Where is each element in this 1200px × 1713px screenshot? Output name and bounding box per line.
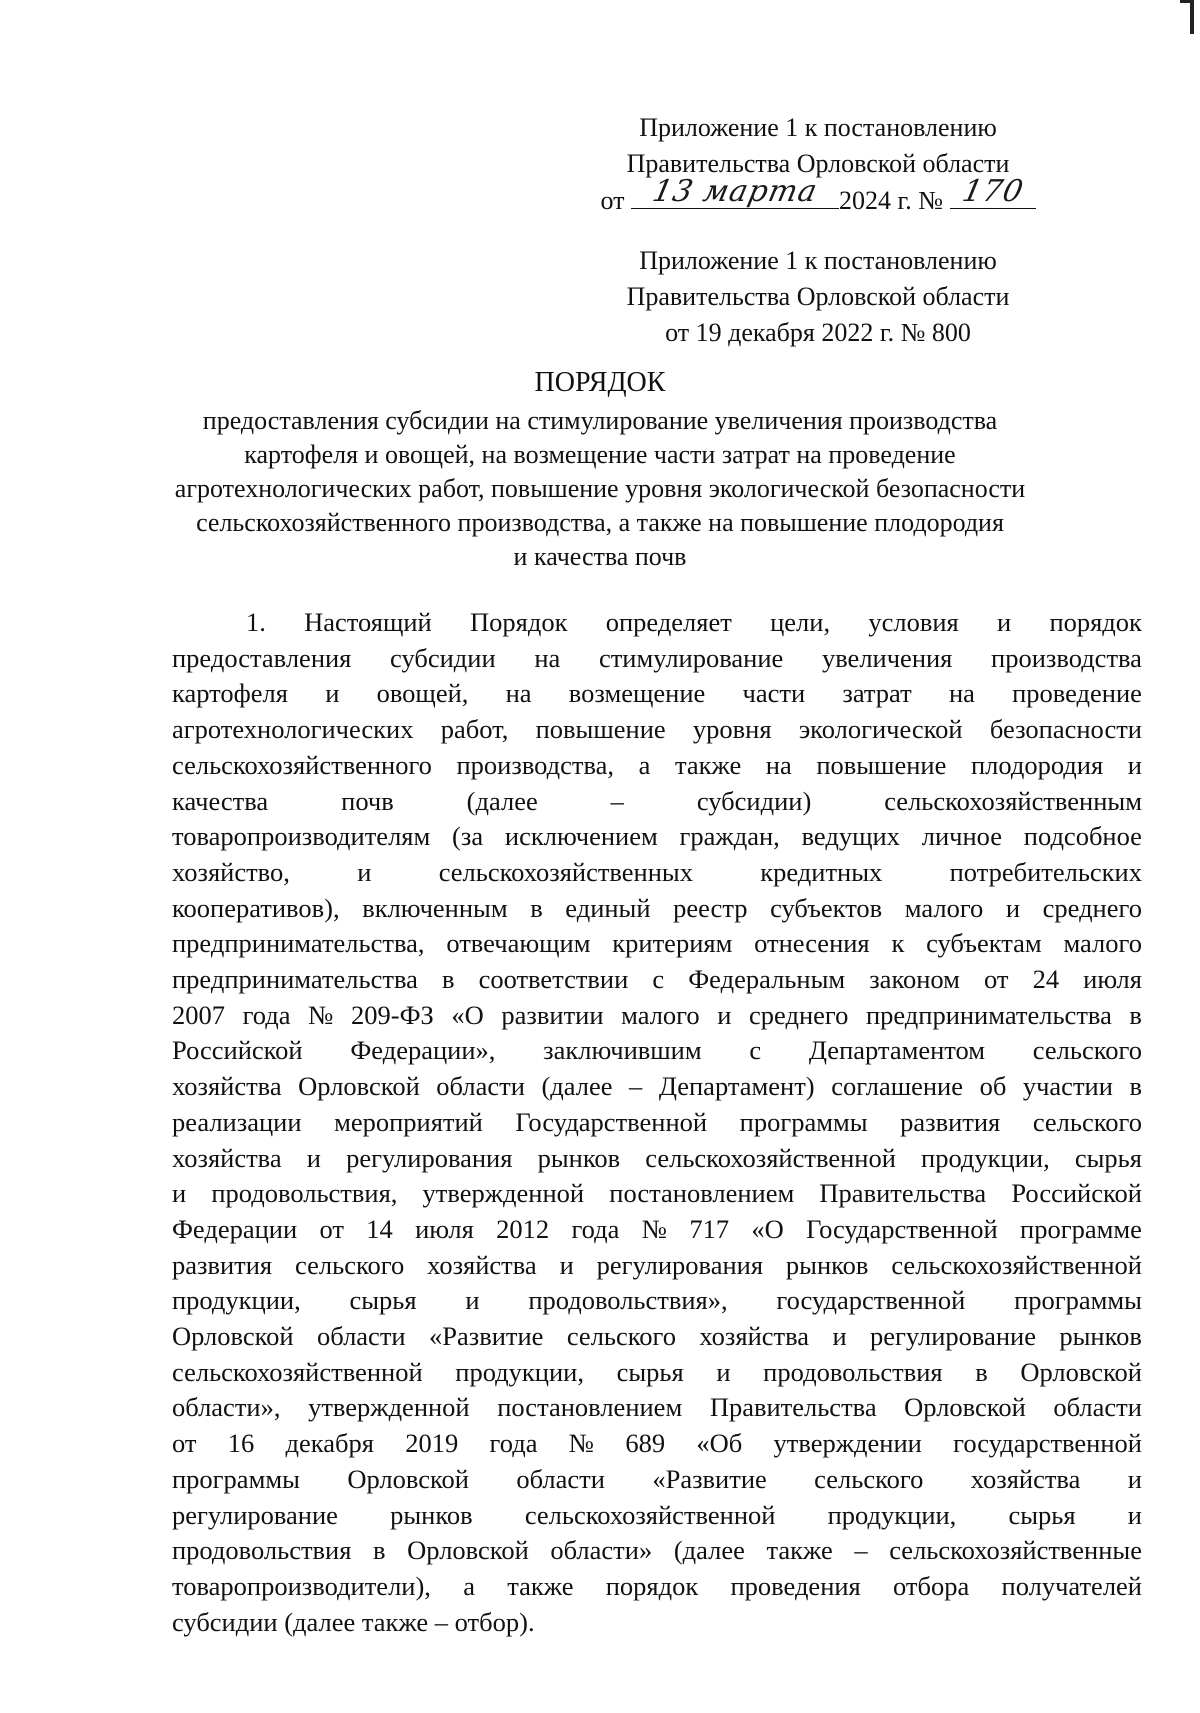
body-line: кооперативов), включенным в единый реестр субъектов малого и среднего <box>172 892 1142 923</box>
body-line: от 16 декабря 2019 года № 689 «Об утверждении государственной <box>172 1428 1142 1459</box>
body-line: товаропроизводителям (за исключением граждан, ведущих личное подсобное <box>172 821 1142 852</box>
body-line: области», утвержденной постановлением Правительства Орловской области <box>172 1392 1142 1423</box>
body-line: хозяйства и регулирования рынков сельскохозяйственной продукции, сырья <box>172 1142 1142 1173</box>
date-blank <box>631 174 839 209</box>
body-line: регулирование рынков сельскохозяйственной продукции, сырья и <box>172 1499 1142 1530</box>
handwritten-date: 13 марта <box>649 174 821 209</box>
body-line: Орловской области «Развитие сельского хозяйства и регулирование рынков <box>172 1321 1142 1352</box>
body-line: Российской Федерации», заключившим с Департаментом сельского <box>172 1035 1142 1066</box>
document-title: ПОРЯДОК <box>534 367 666 398</box>
body-line: и продовольствия, утвержденной постановлением Правительства Российской <box>172 1178 1142 1209</box>
appendix-header-current <box>558 110 1078 219</box>
appendix-line: Приложение 1 к постановлению <box>639 246 997 275</box>
appendix-line: Приложение 1 к постановлению <box>639 113 997 142</box>
paragraph-1 <box>172 605 1142 1640</box>
subtitle-line: сельскохозяйственного производства, а также на повышение плодородия <box>196 508 1004 537</box>
body-line: сельскохозяйственного производства, а также на повышение плодородия и <box>172 749 1142 780</box>
appendix-line: от 19 декабря 2022 г. № 800 <box>665 318 971 347</box>
subtitle-line: предоставления субсидии на стимулирование увеличения производства <box>202 406 998 435</box>
body-line: 2007 года № 209-ФЗ «О развитии малого и среднего предпринимательства в <box>172 999 1142 1030</box>
body-line: 1. Настоящий Порядок определяет цели, условия и порядок <box>246 607 1142 637</box>
body-line: сельскохозяйственной продукции, сырья и продовольствия в Орловской <box>172 1356 1142 1387</box>
body-line: хозяйства Орловской области (далее – Департамент) соглашение об участии в <box>172 1071 1142 1102</box>
body-line: предоставления субсидии на стимулирование увеличения производства <box>172 642 1142 673</box>
appendix-header-previous <box>558 243 1078 351</box>
appendix-date-line <box>558 174 1078 219</box>
body-line: реализации мероприятий Государственной программы развития сельского <box>172 1106 1142 1137</box>
appendix-line: Правительства Орловской области <box>626 149 1010 178</box>
subtitle-line: агротехнологических работ, повышение уровня экологической безопасности <box>174 474 1026 503</box>
body-line: агротехнологических работ, повышение уровня экологической безопасности <box>172 714 1142 745</box>
body-line: развития сельского хозяйства и регулирования рынков сельскохозяйственной <box>172 1249 1142 1280</box>
subtitle-line: картофеля и овощей, на возмещение части затрат на проведение <box>244 440 956 469</box>
subtitle-line: и качества почв <box>513 542 687 571</box>
date-prefix: от <box>600 186 625 215</box>
body-line: предпринимательства в соответствии с Федеральным законом от 24 июля <box>172 964 1142 995</box>
body-line: хозяйство, и сельскохозяйственных кредитных потребительских <box>172 856 1142 887</box>
body-line: программы Орловской области «Развитие сельского хозяйства и <box>172 1463 1142 1494</box>
handwritten-number: 170 <box>958 174 1027 209</box>
body-line: картофеля и овощей, на возмещение части затрат на проведение <box>172 678 1142 709</box>
body-line: товаропроизводители), а также порядок проведения отбора получателей <box>172 1570 1142 1601</box>
body-line: субсидии (далее также – отбор). <box>172 1606 535 1637</box>
appendix-line: Правительства Орловской области <box>626 282 1010 311</box>
body-line: продовольствия в Орловской области» (далее также – сельскохозяйственные <box>172 1535 1142 1566</box>
scan-corner-mark <box>1190 0 1194 34</box>
body-line: продукции, сырья и продовольствия», государственной программы <box>172 1285 1142 1316</box>
body-line: Федерации от 14 июля 2012 года № 717 «О Государственной программе <box>172 1213 1142 1244</box>
document-subtitle <box>160 404 1040 574</box>
body-line: предпринимательства, отвечающим критериям отнесения к субъектам малого <box>172 928 1142 959</box>
number-blank <box>950 174 1036 209</box>
year-label: 2024 г. № <box>838 186 944 215</box>
body-line: качества почв (далее – субсидии) сельскохозяйственным <box>172 785 1142 816</box>
